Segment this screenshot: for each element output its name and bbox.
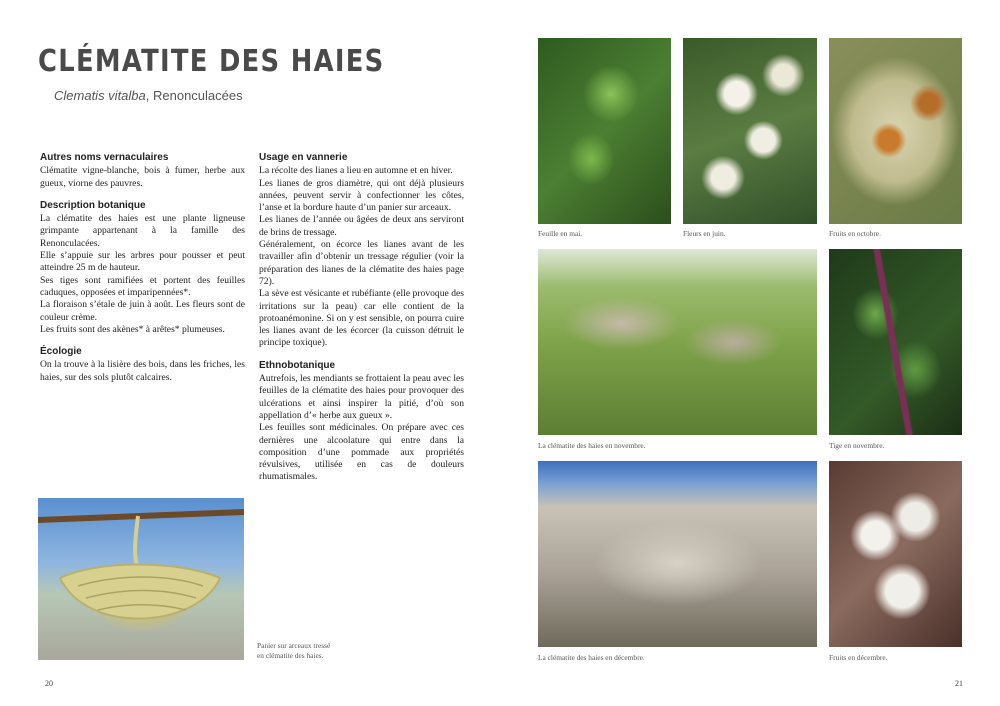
paragraph: La clématite des haies est une plante ligneuse grimpante appartenant à la famille des Renonculacées. — [40, 213, 245, 249]
text-column-left — [40, 152, 245, 394]
paragraph: La sève est vésicante et rubéfiante (elle provoque des irritations sur la peau) car elle contient de la protoanémonine. Si on y est sensible, on pourra cuire les lianes avant de les écorcer (la cuisson détruit le principe toxique). — [259, 288, 464, 349]
photo-fruits-october — [829, 38, 962, 224]
scientific-name — [54, 88, 243, 103]
caption-flowers-june: Fleurs en juin. — [683, 229, 726, 238]
section-heading: Autres noms vernaculaires — [40, 152, 169, 163]
latin-name: Clematis vitalba — [54, 88, 146, 103]
basket-photo — [38, 498, 244, 660]
caption-line: Panier sur arceaux tressé — [257, 641, 331, 650]
paragraph: Elle s’appuie sur les arbres pour pousser et peut atteindre 25 m de hauteur. — [40, 250, 245, 274]
paragraph: La récolte des lianes a lieu en automne et en hiver. — [259, 165, 453, 177]
caption-line: en clématite des haies. — [257, 650, 324, 660]
section-heading: Description botanique — [40, 199, 146, 211]
page-number-left: 20 — [45, 679, 53, 688]
photo-hedge-december — [538, 461, 817, 647]
photo-fruits-december — [829, 461, 962, 647]
paragraph: Les lianes de l’année ou âgées de deux ans serviront de brins de tressage. — [259, 214, 464, 238]
family-name: , Renonculacées — [145, 88, 243, 103]
caption-fruits-october: Fruits en octobre. — [829, 229, 881, 238]
section-vernacular-names — [40, 152, 245, 190]
section-ecology — [40, 346, 245, 384]
paragraph: Les feuilles sont médicinales. On prépare avec ces dernières une alcoolature qui entre dans la composition d’une pommade aux propriétés révulsives, utilisée en cas de douleurs rhumatismales. — [259, 422, 464, 483]
photo-leaves-may — [538, 38, 671, 224]
section-ethnobotany — [259, 360, 464, 484]
paragraph: Clématite vigne-blanche, bois à fumer, herbe aux gueux, viorne des pauvres. — [40, 165, 245, 189]
paragraph: Ses tiges sont ramifiées et portent des feuilles caduques, opposées et imparipennées*. — [40, 274, 245, 298]
paragraph: Généralement, on écorce les lianes avant de les travailler afin d’obtenir un tressage régulier (voir la préparation des lianes de la clématite des haies page 72). — [259, 239, 464, 287]
basket-caption — [257, 641, 330, 660]
paragraph: Les lianes de gros diamètre, qui ont déjà plusieurs années, peuvent servir à confectionner les côtes, l’anse et la bordure haute d’un panier sur arceaux. — [259, 177, 464, 214]
section-botanical-description — [40, 200, 245, 336]
section-heading: Usage en vannerie — [259, 152, 348, 163]
text-column-right — [259, 152, 464, 494]
paragraph: Autrefois, les mendiants se frottaient la peau avec les feuilles de la clématite des haies pour provoquer des ulcérations et ainsi inspirer la pitié, d’où son appellation d’« herbe aux gueux ». — [259, 373, 464, 421]
photo-stem-november — [829, 249, 962, 435]
page-number-right: 21 — [955, 679, 963, 688]
paragraph: On la trouve à la lisière des bois, dans les friches, les haies, sur des sols plutôt calcaires. — [40, 359, 245, 383]
section-heading: Ethnobotanique — [259, 359, 336, 371]
caption-leaves-may: Feuille en mai. — [538, 229, 583, 238]
caption-hedge-december: La clématite des haies en décembre. — [538, 653, 645, 662]
photo-flowers-june — [683, 38, 817, 224]
caption-fruits-december: Fruits en décembre. — [829, 653, 888, 662]
photo-hedge-november — [538, 249, 817, 435]
caption-hedge-november: La clématite des haies en novembre. — [538, 441, 646, 450]
paragraph: Les fruits sont des akènes* à arêtes* plumeuses. — [40, 323, 225, 335]
right-page — [500, 0, 1000, 706]
basket-illustration — [38, 498, 244, 660]
section-heading: Écologie — [40, 346, 82, 358]
paragraph: La floraison s’étale de juin à août. Les fleurs sont de couleur crème. — [40, 299, 245, 323]
section-basketry-use — [259, 152, 464, 350]
page-title: CLÉMATITE DES HAIES — [38, 44, 385, 79]
caption-stem-november: Tige en novembre. — [829, 441, 885, 450]
